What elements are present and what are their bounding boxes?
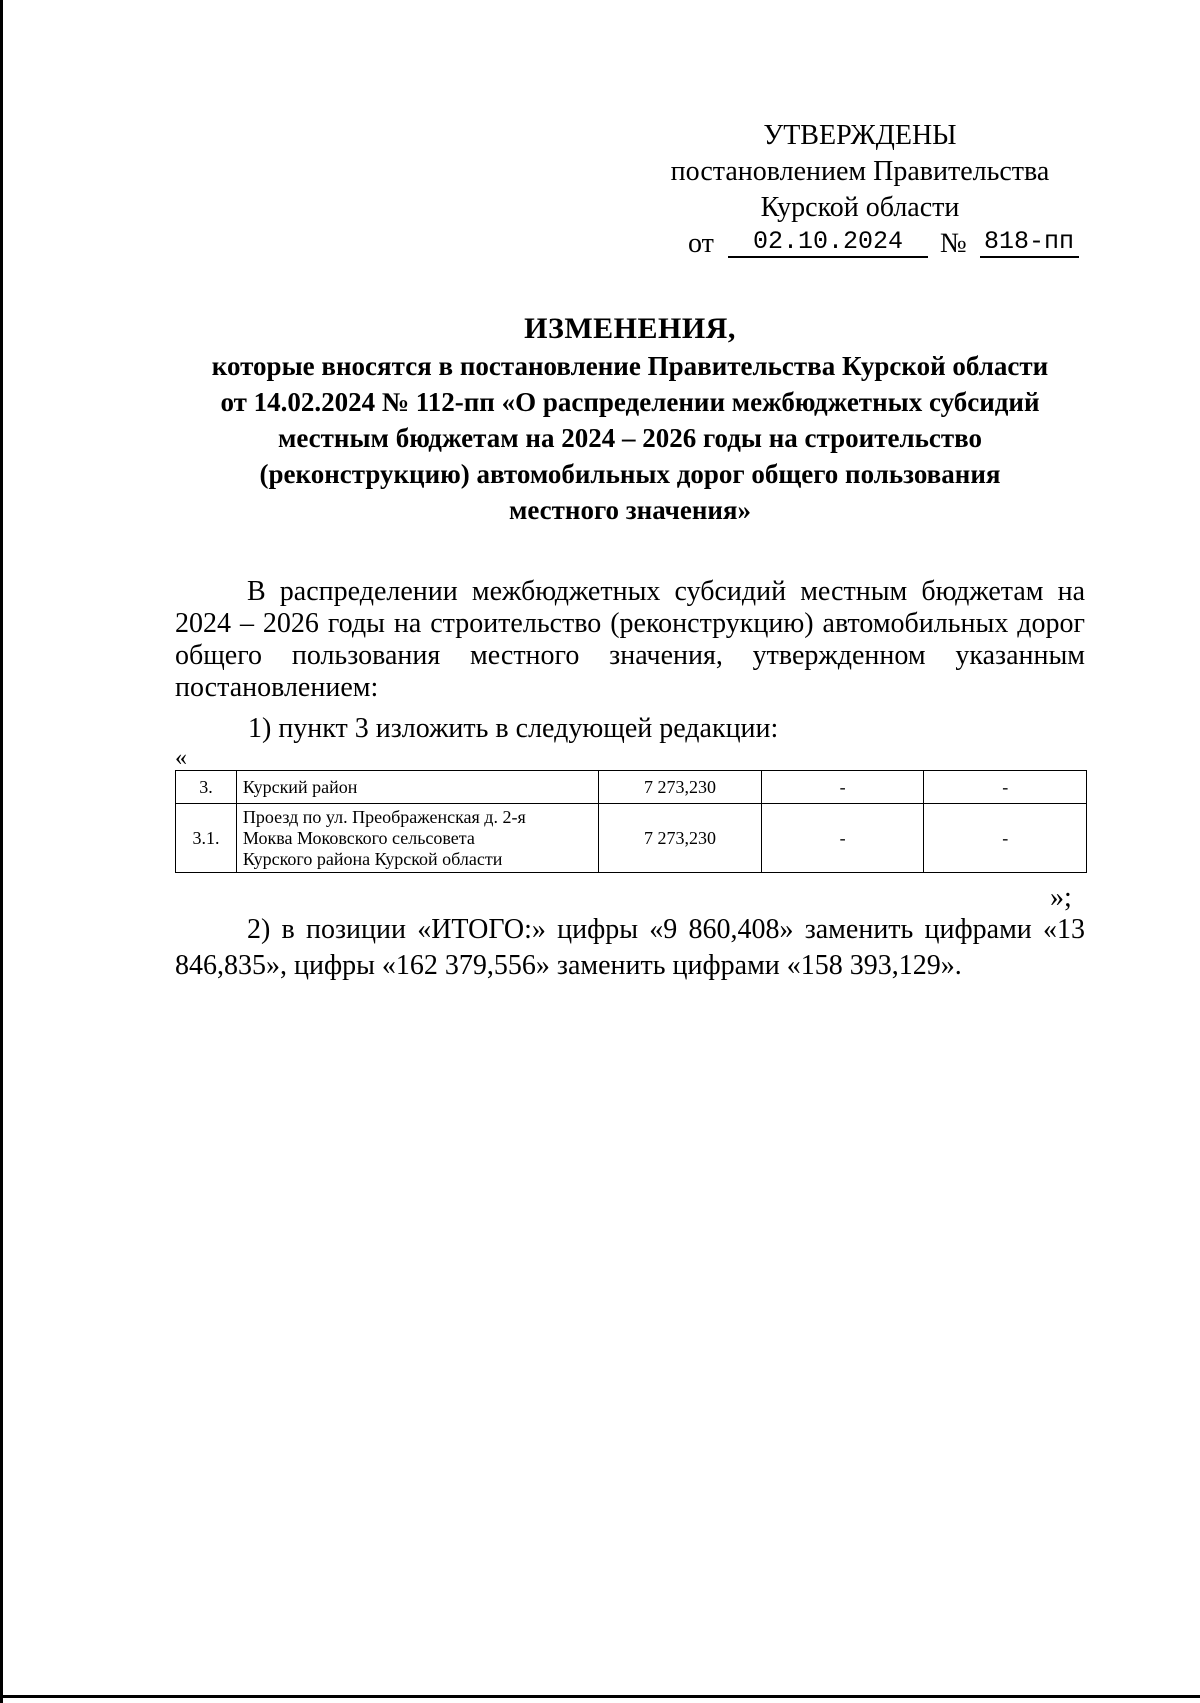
value-2025: -: [761, 771, 924, 804]
row-name-line: Проезд по ул. Преображенская д. 2-я: [242, 806, 526, 827]
subtitle-line: местного значения»: [508, 495, 752, 525]
subtitle-line: от 14.02.2024 № 112-пп «О распределении межбюджетных субсидий: [220, 387, 1040, 417]
subtitle-line: (реконструкцию) автомобильных дорог общего пользования: [259, 459, 1001, 489]
approval-date-line: [640, 226, 1080, 262]
quote-close: »;: [1050, 882, 1072, 913]
row-number: 3.: [176, 771, 237, 804]
subtitle-line: которые вносятся в постановление Правительства Курской области: [211, 351, 1049, 381]
value-2026: -: [924, 771, 1087, 804]
approval-title: УТВЕРЖДЕНЫ: [763, 120, 957, 151]
title-heading: ИЗМЕНЕНИЯ,: [524, 312, 736, 345]
date-prefix: от: [688, 228, 714, 259]
number-label: №: [940, 228, 967, 259]
value-2024: 7 273,230: [599, 804, 762, 873]
row-name: Курский район: [236, 771, 598, 804]
row-name-line: Моква Моковского сельсовета: [242, 827, 475, 848]
row-name-line: Курского района Курской области: [242, 848, 503, 869]
row-number: 3.1.: [176, 804, 237, 873]
value-2024: 7 273,230: [599, 771, 762, 804]
row-name: [236, 804, 598, 873]
approval-date: 02.10.2024: [728, 226, 928, 258]
value-2026: -: [924, 804, 1087, 873]
table-row: [176, 804, 1087, 873]
item-2: 2) в позиции «ИТОГО:» цифры «9 860,408» заменить цифрами «13 846,835», цифры «162 379,556» заменить цифрами «158 393,129».: [175, 914, 1085, 981]
approval-line-3: Курской области: [760, 192, 960, 223]
approval-stamp: [640, 118, 1080, 262]
scan-edge-bottom: [0, 1695, 1200, 1698]
item-1: 1) пункт 3 изложить в следующей редакции:: [248, 713, 779, 744]
document-title: [140, 310, 1120, 528]
approval-number: 818-пп: [980, 226, 1079, 258]
value-2025: -: [761, 804, 924, 873]
allocation-table: [175, 770, 1087, 873]
quote-open: «: [175, 745, 187, 771]
approval-line-2: постановлением Правительства: [670, 156, 1050, 187]
table-row: [176, 771, 1087, 804]
intro-paragraph: В распределении межбюджетных субсидий местным бюджетам на 2024 – 2026 годы на строительство (реконструкцию) автомобильных дорог общего пользования местного значения, утвержденном указанным постановлением:: [175, 576, 1085, 703]
scan-edge-left: [0, 0, 3, 1703]
subtitle-line: местным бюджетам на 2024 – 2026 годы на строительство: [277, 423, 983, 453]
